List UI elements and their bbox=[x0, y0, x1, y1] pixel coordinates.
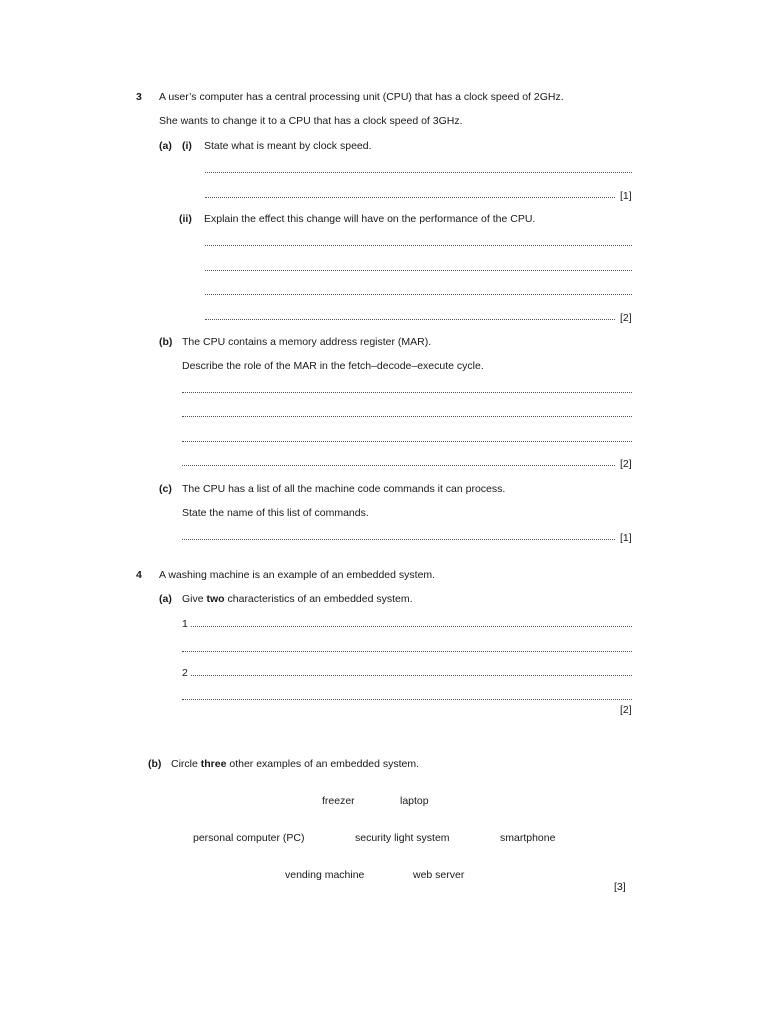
option-laptop[interactable]: laptop bbox=[400, 795, 429, 807]
q4-part-b-text: Circle three other examples of an embedded system. bbox=[171, 758, 420, 770]
marks-q3-a-i: [1] bbox=[620, 190, 632, 202]
option-security-light-system[interactable]: security light system bbox=[355, 832, 450, 844]
option-personal-computer[interactable]: personal computer (PC) bbox=[193, 832, 305, 844]
answer-line[interactable] bbox=[205, 245, 632, 246]
option-smartphone[interactable]: smartphone bbox=[500, 832, 556, 844]
q3-part-a-label: (a) bbox=[159, 140, 172, 152]
q3-part-a-i-text: State what is meant by clock speed. bbox=[204, 140, 372, 152]
question-3-number: 3 bbox=[136, 91, 142, 103]
option-web-server[interactable]: web server bbox=[413, 869, 465, 881]
marks-q3-b: [2] bbox=[620, 458, 632, 470]
q3-part-b-text-2: Describe the role of the MAR in the fetch–decode–execute cycle. bbox=[182, 360, 484, 372]
answer-line[interactable] bbox=[205, 270, 632, 271]
question-4-stem: A washing machine is an example of an embedded system. bbox=[159, 569, 436, 581]
q4-part-a-text: Give two characteristics of an embedded system. bbox=[182, 593, 413, 605]
question-3-stem-2: She wants to change it to a CPU that has a clock speed of 3GHz. bbox=[159, 115, 463, 127]
q3-part-c-text-2: State the name of this list of commands. bbox=[182, 507, 369, 519]
answer-line[interactable] bbox=[182, 699, 632, 700]
q4-a-item-1-number: 1 bbox=[182, 618, 188, 630]
marks-q3-c: [1] bbox=[620, 532, 632, 544]
answer-line[interactable] bbox=[205, 172, 632, 173]
question-4-number: 4 bbox=[136, 569, 142, 581]
answer-line[interactable] bbox=[182, 441, 632, 442]
answer-line[interactable] bbox=[182, 392, 632, 393]
marks-q3-a-ii: [2] bbox=[620, 312, 632, 324]
q4-part-a-label: (a) bbox=[159, 593, 172, 605]
answer-line[interactable] bbox=[182, 465, 615, 466]
q3-part-c-label: (c) bbox=[159, 483, 172, 495]
marks-q4-a: [2] bbox=[620, 704, 632, 716]
answer-line[interactable] bbox=[182, 416, 632, 417]
answer-line[interactable] bbox=[182, 539, 615, 540]
q3-part-b-text-1: The CPU contains a memory address register (MAR). bbox=[182, 336, 432, 348]
answer-line[interactable] bbox=[191, 626, 632, 627]
q3-part-a-ii-text: Explain the effect this change will have on the performance of the CPU. bbox=[204, 213, 536, 225]
q3-part-b-label: (b) bbox=[159, 336, 173, 348]
answer-line[interactable] bbox=[205, 319, 615, 320]
option-vending-machine[interactable]: vending machine bbox=[285, 869, 365, 881]
answer-line[interactable] bbox=[205, 294, 632, 295]
q4-part-b-label: (b) bbox=[148, 758, 162, 770]
q3-part-c-text-1: The CPU has a list of all the machine code commands it can process. bbox=[182, 483, 506, 495]
marks-q4-b: [3] bbox=[614, 881, 626, 893]
answer-line[interactable] bbox=[182, 651, 632, 652]
q3-part-a-i-label: (i) bbox=[182, 140, 192, 152]
question-3-stem-1: A user’s computer has a central processing unit (CPU) that has a clock speed of 2GHz. bbox=[159, 91, 564, 103]
option-freezer[interactable]: freezer bbox=[322, 795, 355, 807]
answer-line[interactable] bbox=[205, 197, 615, 198]
answer-line[interactable] bbox=[191, 675, 632, 676]
q3-part-a-ii-label: (ii) bbox=[179, 213, 192, 225]
q4-a-item-2-number: 2 bbox=[182, 667, 188, 679]
